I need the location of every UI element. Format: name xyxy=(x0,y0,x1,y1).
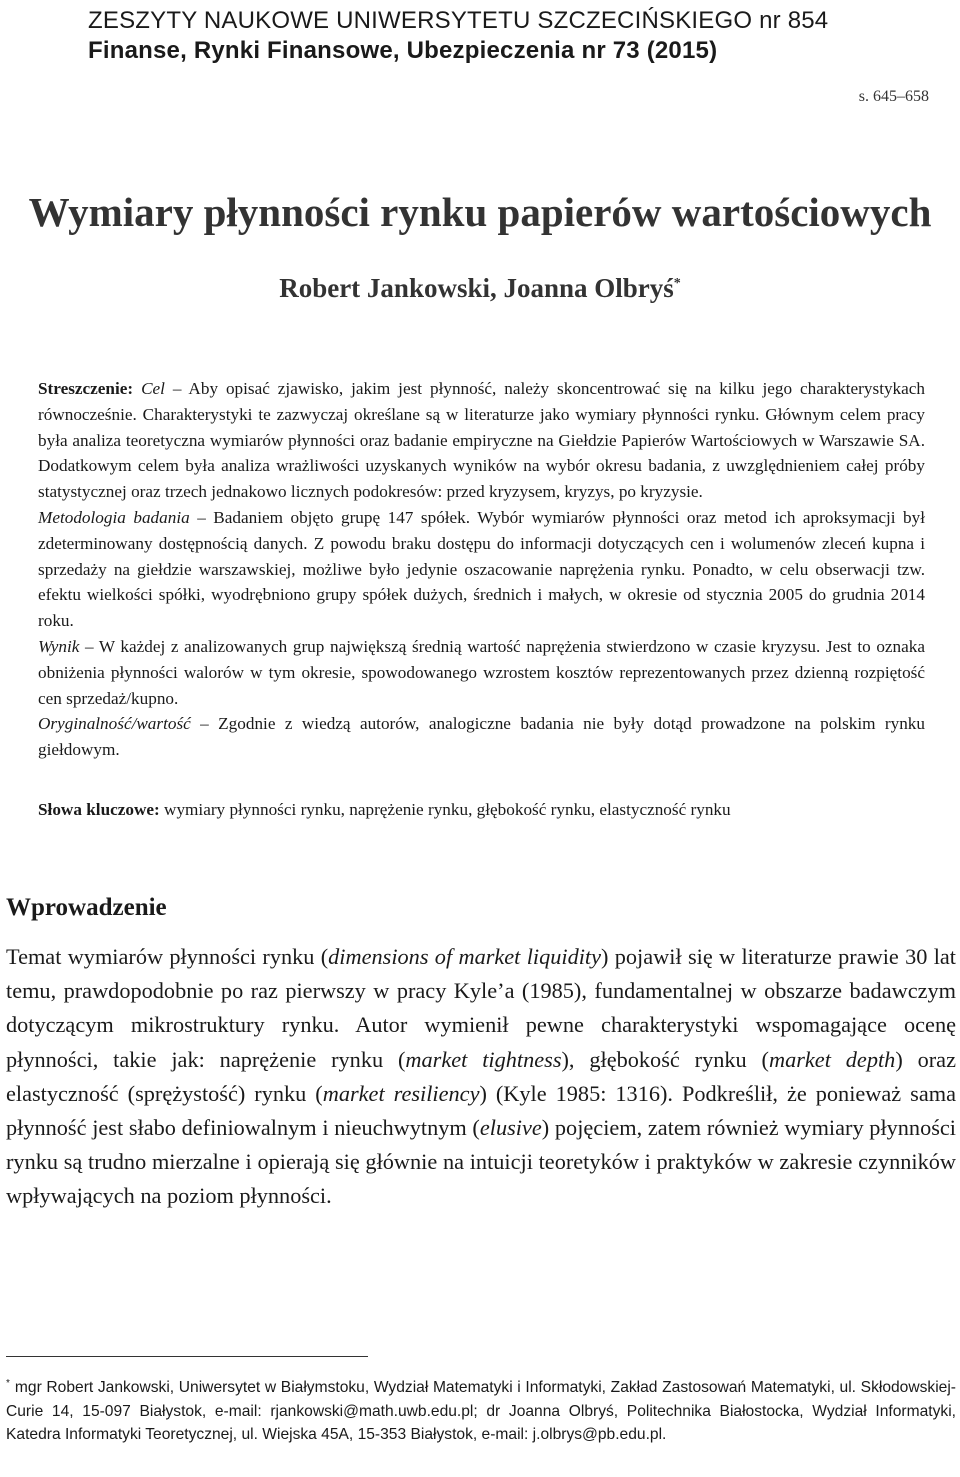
intro-text-1: Temat wymiarów płynności rynku ( xyxy=(6,944,329,969)
section-heading-introduction: Wprowadzenie xyxy=(6,894,167,921)
author-names: Robert Jankowski, Joanna Olbryś xyxy=(279,273,674,303)
article-authors xyxy=(0,270,960,306)
intro-term-tightness: market tightness xyxy=(405,1046,562,1072)
abstract-aim-text: – Aby opisać zjawisko, jakim jest płynność, należy skoncentrować się na kilku jego charakterystykach równocześnie. Charakterystyki te zazwyczaj określane są w literaturze jako wymiary płynności rynku. Głównym celem pracy była analiza teoretyczna wymiarów płynności oraz badanie empiryczne na Giełdzie Papierów Wartościowych w Warszawie SA. Dodatkowym celem była analiza wrażliwości uzyskanych wyników na wybór okresu badania, z uwzględnieniem całej próby statystycznej oraz trzech jednakowo licznych podokresów: przed kryzysem, kryzys, po kryzysie. xyxy=(38,379,926,502)
intro-term-dimensions: dimensions of market liquidity xyxy=(328,944,602,969)
footnote-divider xyxy=(6,1356,368,1357)
intro-term-elusive: elusive xyxy=(479,1115,542,1141)
journal-header xyxy=(88,6,908,66)
intro-text-4: ) oraz elastyczność (sprężystość) rynku ( xyxy=(6,1046,956,1106)
abstract-method-text: – Badaniem objęto grupę 147 spółek. Wybór wymiarów płynności oraz metod ich aproksymacji był zdeterminowany dostępnością danych. Z powodu braku dostępu do informacji dotyczących cen i wolumenów zleceń kupna i sprzedaży na giełdzie warszawskiej, możliwe było jedynie oszacowanie naprężenia rynku. Ponadto, w celu obserwacji tzw. efektu wielkości spółki, wyodrębniono grupy spółek dużych, średnich i małych, w okresie od stycznia 2005 do grudnia 2014 roku. xyxy=(38,507,925,631)
abstract-originality-text: – Zgodnie z wiedzą autorów, analogiczne badania nie były dotąd prowadzone na polskim rynku giełdowym. xyxy=(38,714,925,760)
abstract-originality-label: Oryginalność/wartość xyxy=(38,714,191,734)
page-range: s. 645–658 xyxy=(858,88,929,105)
abstract-originality-paragraph xyxy=(38,711,925,763)
abstract xyxy=(38,376,925,763)
intro-text-5: ) (Kyle 1985: 1316). Podkreślił, że ponieważ sama płynność jest słabo definiowalnym i nieuchwytnym ( xyxy=(6,1080,956,1141)
intro-text-2: ) pojawił się w literaturze prawie 30 lat temu, prawdopodobnie po raz pierwszy w pracy Kyle’a (1985), fundamentalnej w obszarze badawczym dotyczącym mikrostruktury rynku. Autor wymienił pewne charakterystyki wspomagające ocenę płynności, takie jak: naprężenie rynku ( xyxy=(6,944,956,1072)
abstract-result-paragraph xyxy=(38,634,925,711)
article-title: Wymiary płynności rynku papierów wartościowych xyxy=(28,189,932,235)
keywords-label: Słowa kluczowe: xyxy=(38,800,160,819)
journal-issue-title: Finanse, Rynki Finansowe, Ubezpieczenia nr 73 (2015) xyxy=(88,37,718,64)
footnote-marker: * xyxy=(6,1377,10,1389)
footnote-text: mgr Robert Jankowski, Uniwersytet w Białymstoku, Wydział Matematyki i Informatyki, Zakład Zastosowań Matematyki, ul. Skłodowskiej-Curie 14, 15-097 Białystok, e-mail: rjankowski@math.uwb.edu.pl; dr Joanna Olbryś, Politechnika Białostocka, Wydział Informatyki, Katedra Informatyki Teoretycznej, ul. Wiejska 45A, 15-353 Białystok, e-mail: j.olbrys@pb.edu.pl. xyxy=(6,1379,956,1443)
keywords-text: wymiary płynności rynku, naprężenie rynku, głębokość rynku, elastyczność rynku xyxy=(159,800,731,819)
intro-text-6: ) pojęciem, zatem również wymiary płynności rynku są trudno mierzalne i opierają się głównie na intuicji teoretyków i praktyków w zakresie czynników wpływających na poziom płynności. xyxy=(6,1115,956,1209)
intro-term-depth: market depth xyxy=(768,1046,896,1072)
author-footnote xyxy=(6,1376,956,1447)
intro-term-resiliency: market resiliency xyxy=(322,1080,480,1106)
abstract-aim-label: Cel xyxy=(141,379,165,398)
intro-text-3: ), głębokość rynku ( xyxy=(561,1046,769,1072)
abstract-method-paragraph xyxy=(38,505,925,634)
author-footnote-marker: * xyxy=(673,276,681,291)
journal-series-title: ZESZYTY NAUKOWE UNIWERSYTETU SZCZECIŃSKIEGO nr 854 xyxy=(88,7,829,34)
abstract-result-text: – W każdej z analizowanych grup największą średnią wartość naprężenia stwierdzono w czasie kryzysu. Jest to oznaka obniżenia płynności walorów w tym okresie, spowodowanego wzrostem kosztów reprezentowanych przez dzienną rozpiętość cen sprzedaż/kupno. xyxy=(38,636,925,708)
introduction-paragraph xyxy=(6,940,956,1214)
keywords xyxy=(38,797,938,823)
abstract-result-label: Wynik xyxy=(38,636,80,656)
abstract-method-label: Metodologia badania xyxy=(38,507,190,527)
abstract-label: Streszczenie: xyxy=(38,379,134,398)
abstract-aim-paragraph xyxy=(38,376,925,505)
